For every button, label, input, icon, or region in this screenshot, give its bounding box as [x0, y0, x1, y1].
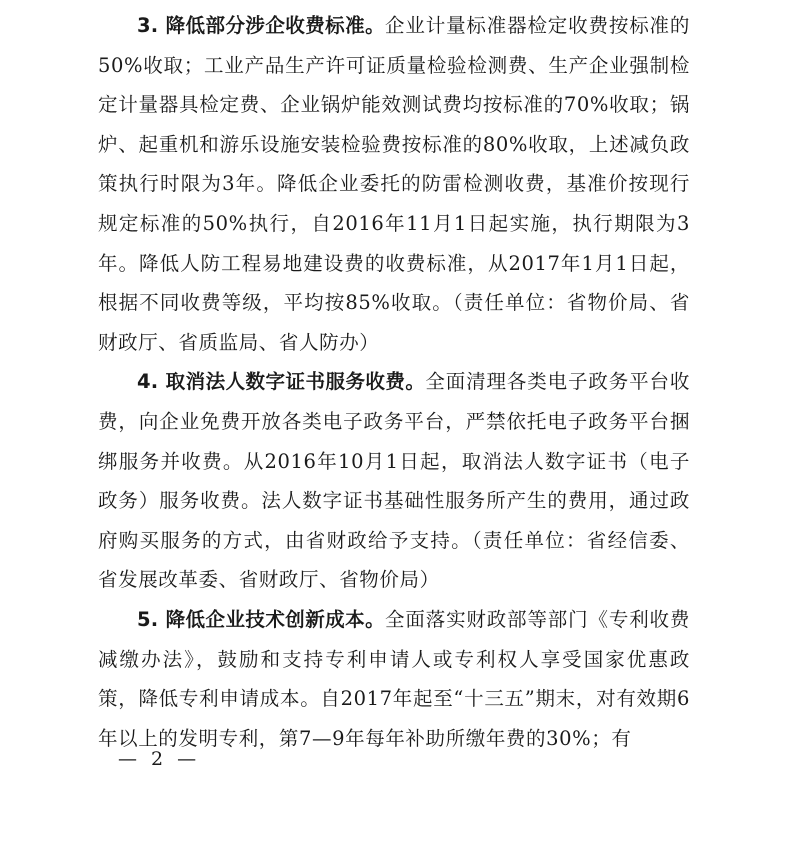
paragraph-reduce-innovation-cost	[98, 600, 690, 758]
paragraph-text: 全面清理各类电子政务平台收费，向企业免费开放各类电子政务平台，严禁依托电子政务平台捆绑服务并收费。从2016年10月1日起，取消法人数字证书（电子政务）服务收费。法人数字证书基础性服务所产生的费用，通过政府购买服务的方式，由省财政给予支持。（责任单位：省经信委、省发展改革委、省财政厅、省物价局）	[98, 370, 690, 592]
paragraph-heading: 3. 降低部分涉企收费标准。	[137, 14, 386, 37]
paragraph-text: 企业计量标准器检定收费按标准的50%收取；工业产品生产许可证质量检验检测费、生产企业强制检定计量器具检定费、企业锅炉能效测试费均按标准的70%收取；锅炉、起重机和游乐设施安装检验费按标准的80%收取，上述减负政策执行时限为3年。降低企业委托的防雷检测收费，基准价按现行规定标准的50%执行，自2016年11月1日起实施，执行期限为3年。降低人防工程易地建设费的收费标准，从2017年1月1日起，根据不同收费等级，平均按85%收取。（责任单位：省物价局、省财政厅、省质监局、省人防办）	[98, 14, 690, 354]
paragraph-cancel-digital-cert-fee	[98, 362, 690, 600]
paragraph-heading: 5. 降低企业技术创新成本。	[137, 607, 386, 631]
paragraph-reduce-fee-standards	[98, 6, 690, 362]
paragraph-text: 全面落实财政部等部门《专利收费减缴办法》，鼓励和支持专利申请人或专利权人享受国家优惠政策，降低专利申请成本。自2017年起至“十三五”期末，对有效期6年以上的发明专利，第7—9年每年补助所缴年费的30%；有	[98, 607, 690, 750]
document-body	[98, 6, 690, 758]
paragraph-heading: 4. 取消法人数字证书服务收费。	[137, 370, 426, 394]
page-number: — 2 —	[118, 748, 201, 770]
